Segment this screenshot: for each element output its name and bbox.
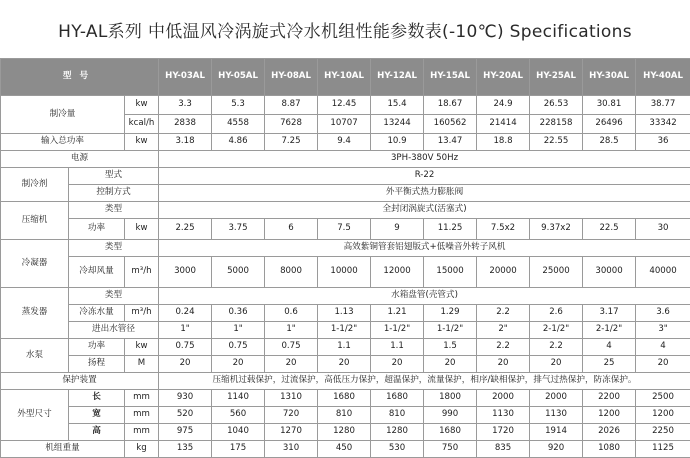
condenser-type-row [1, 240, 690, 257]
value-cell: 1680 [424, 424, 477, 441]
value-cell: 2.2 [477, 339, 530, 356]
value-cell: 12.45 [318, 96, 371, 115]
value-cell: 22.5 [583, 219, 636, 240]
value-cell: 1.21 [371, 305, 424, 322]
evaporator-water-row [1, 305, 690, 322]
value-cell: 2" [477, 322, 530, 339]
value-cell: 1280 [318, 424, 371, 441]
value-cell: 26496 [583, 115, 636, 134]
value-cell: 18.8 [477, 134, 530, 151]
value-cell: 3.75 [212, 219, 265, 240]
unit-cell: mm [125, 390, 159, 407]
value-cell: 1310 [265, 390, 318, 407]
evaporator-pipe-row [1, 322, 690, 339]
value-cell: 2.2 [530, 339, 583, 356]
value-cell: 1040 [212, 424, 265, 441]
value-cell: 2838 [159, 115, 212, 134]
value-cell: 1720 [477, 424, 530, 441]
value-cell: 1.13 [318, 305, 371, 322]
value-cell: 2200 [583, 390, 636, 407]
pump-label: 水泵 [1, 339, 69, 373]
model-name: HY-05AL [212, 59, 265, 96]
compressor-power-label: 功率 [69, 219, 125, 240]
value-cell: 3.3 [159, 96, 212, 115]
value-cell: 560 [212, 407, 265, 424]
value-cell: 4558 [212, 115, 265, 134]
compressor-type-row [1, 202, 690, 219]
value-cell: 310 [265, 441, 318, 458]
value-cell: 20 [530, 356, 583, 373]
value-cell: 20 [318, 356, 371, 373]
refrigerant-label: 制冷剂 [1, 168, 69, 202]
value-cell: 1200 [583, 407, 636, 424]
condenser-air-row [1, 257, 690, 288]
value-cell: 1-1/2" [371, 322, 424, 339]
value-cell: 1-1/2" [318, 322, 371, 339]
refrigerant-control-value: 外平衡式热力膨胀阀 [159, 185, 690, 202]
value-cell: 8.87 [265, 96, 318, 115]
value-cell: 25 [583, 356, 636, 373]
value-cell: 20 [636, 356, 690, 373]
condenser-type-value: 高效紫铜管套铝翅版式+低噪音外转子风机 [159, 240, 690, 257]
value-cell: 8000 [265, 257, 318, 288]
model-name: HY-25AL [530, 59, 583, 96]
value-cell: 975 [159, 424, 212, 441]
model-name: HY-03AL [159, 59, 212, 96]
value-cell: 9 [371, 219, 424, 240]
unit-cell: kw [125, 219, 159, 240]
condenser-air-label: 冷却风量 [69, 257, 125, 288]
condenser-label: 冷凝器 [1, 240, 69, 288]
unit-cell: M [125, 356, 159, 373]
refrigerant-type-value: R-22 [159, 168, 690, 185]
protection-value: 压缩机过载保护，过流保护，高低压力保护，超温保护，流量保护，相序/缺相保护，排气过热保护，防冻保护。 [159, 373, 690, 390]
value-cell: 0.24 [159, 305, 212, 322]
model-name: HY-12AL [371, 59, 424, 96]
value-cell: 1140 [212, 390, 265, 407]
value-cell: 3.6 [636, 305, 690, 322]
value-cell: 10.9 [371, 134, 424, 151]
value-cell: 3" [636, 322, 690, 339]
value-cell: 20 [212, 356, 265, 373]
dimension-height-row [1, 424, 690, 441]
value-cell: 20000 [477, 257, 530, 288]
model-name: HY-30AL [583, 59, 636, 96]
cooling-kw-row [1, 96, 690, 115]
value-cell: 1680 [371, 390, 424, 407]
model-header: 型号 [1, 59, 159, 96]
value-cell: 3000 [159, 257, 212, 288]
spec-table [0, 58, 690, 458]
value-cell: 18.67 [424, 96, 477, 115]
unit-cell: kw [125, 339, 159, 356]
value-cell: 24.9 [477, 96, 530, 115]
unit-cell: kg [125, 441, 159, 458]
value-cell: 1130 [530, 407, 583, 424]
value-cell: 1914 [530, 424, 583, 441]
value-cell: 2000 [530, 390, 583, 407]
value-cell: 36 [636, 134, 690, 151]
value-cell: 25000 [530, 257, 583, 288]
refrigerant-control-label: 控制方式 [69, 185, 159, 202]
page-title: HY-AL系列 中低温风冷涡旋式冷水机组性能参数表(-10℃) Specifications [0, 0, 690, 58]
model-name: HY-08AL [265, 59, 318, 96]
value-cell: 530 [371, 441, 424, 458]
value-cell: 15.4 [371, 96, 424, 115]
value-cell: 1.29 [424, 305, 477, 322]
unit-cell: kw [125, 96, 159, 115]
value-cell: 450 [318, 441, 371, 458]
value-cell: 3.18 [159, 134, 212, 151]
value-cell: 7.25 [265, 134, 318, 151]
value-cell: 160562 [424, 115, 477, 134]
value-cell: 10707 [318, 115, 371, 134]
refrigerant-type-row [1, 168, 690, 185]
value-cell: 20 [371, 356, 424, 373]
value-cell: 720 [265, 407, 318, 424]
dimension-width-row [1, 407, 690, 424]
model-name: HY-40AL [636, 59, 690, 96]
model-name: HY-20AL [477, 59, 530, 96]
refrigerant-type-label: 型式 [69, 168, 159, 185]
value-cell: 1-1/2" [424, 322, 477, 339]
compressor-type-label: 类型 [69, 202, 159, 219]
value-cell: 38.77 [636, 96, 690, 115]
evaporator-label: 蒸发器 [1, 288, 69, 339]
model-name: HY-10AL [318, 59, 371, 96]
value-cell: 2026 [583, 424, 636, 441]
value-cell: 2250 [636, 424, 690, 441]
evaporator-type-row [1, 288, 690, 305]
unit-cell: m³/h [125, 257, 159, 288]
value-cell: 5000 [212, 257, 265, 288]
value-cell: 13.47 [424, 134, 477, 151]
value-cell: 1800 [424, 390, 477, 407]
value-cell: 228158 [530, 115, 583, 134]
value-cell: 3.17 [583, 305, 636, 322]
unit-cell: m³/h [125, 305, 159, 322]
value-cell: 20 [424, 356, 477, 373]
value-cell: 7.5 [318, 219, 371, 240]
dimensions-label: 外型尺寸 [1, 390, 69, 441]
value-cell: 135 [159, 441, 212, 458]
value-cell: 1" [265, 322, 318, 339]
value-cell: 835 [477, 441, 530, 458]
value-cell: 1.5 [424, 339, 477, 356]
value-cell: 2.25 [159, 219, 212, 240]
protection-row [1, 373, 690, 390]
value-cell: 990 [424, 407, 477, 424]
value-cell: 7628 [265, 115, 318, 134]
value-cell: 4.86 [212, 134, 265, 151]
value-cell: 1080 [583, 441, 636, 458]
value-cell: 0.75 [159, 339, 212, 356]
value-cell: 40000 [636, 257, 690, 288]
value-cell: 0.6 [265, 305, 318, 322]
pump-head-row [1, 356, 690, 373]
value-cell: 4 [636, 339, 690, 356]
height-label: 高 [69, 424, 125, 441]
unit-cell: kw [125, 134, 159, 151]
value-cell: 1200 [636, 407, 690, 424]
evaporator-water-label: 冷冻水量 [69, 305, 125, 322]
evaporator-pipe-label: 进出水管径 [69, 322, 159, 339]
value-cell: 920 [530, 441, 583, 458]
value-cell: 0.75 [212, 339, 265, 356]
value-cell: 21414 [477, 115, 530, 134]
dimension-length-row [1, 390, 690, 407]
value-cell: 7.5x2 [477, 219, 530, 240]
refrigerant-control-row [1, 185, 690, 202]
value-cell: 9.4 [318, 134, 371, 151]
value-cell: 30000 [583, 257, 636, 288]
value-cell: 1125 [636, 441, 690, 458]
value-cell: 11.25 [424, 219, 477, 240]
power-supply-value: 3PH-380V 50Hz [159, 151, 690, 168]
value-cell: 20 [477, 356, 530, 373]
value-cell: 1680 [318, 390, 371, 407]
value-cell: 2-1/2" [583, 322, 636, 339]
value-cell: 1" [159, 322, 212, 339]
value-cell: 30 [636, 219, 690, 240]
compressor-power-row [1, 219, 690, 240]
value-cell: 15000 [424, 257, 477, 288]
length-label: 长 [69, 390, 125, 407]
pump-power-row [1, 339, 690, 356]
value-cell: 1.1 [371, 339, 424, 356]
value-cell: 1130 [477, 407, 530, 424]
value-cell: 520 [159, 407, 212, 424]
unit-cell: kcal/h [125, 115, 159, 134]
condenser-type-label: 类型 [69, 240, 159, 257]
value-cell: 175 [212, 441, 265, 458]
value-cell: 6 [265, 219, 318, 240]
value-cell: 28.5 [583, 134, 636, 151]
weight-row [1, 441, 690, 458]
evaporator-type-value: 水箱盘管(壳管式) [159, 288, 690, 305]
value-cell: 810 [318, 407, 371, 424]
unit-cell: mm [125, 407, 159, 424]
value-cell: 20 [159, 356, 212, 373]
value-cell: 13244 [371, 115, 424, 134]
value-cell: 0.75 [265, 339, 318, 356]
value-cell: 810 [371, 407, 424, 424]
value-cell: 2.6 [530, 305, 583, 322]
value-cell: 1" [212, 322, 265, 339]
pump-head-label: 扬程 [69, 356, 125, 373]
cooling-label: 制冷量 [1, 96, 125, 134]
unit-cell: mm [125, 424, 159, 441]
pump-power-label: 功率 [69, 339, 125, 356]
value-cell: 750 [424, 441, 477, 458]
value-cell: 5.3 [212, 96, 265, 115]
value-cell: 22.55 [530, 134, 583, 151]
value-cell: 2000 [477, 390, 530, 407]
value-cell: 1280 [371, 424, 424, 441]
value-cell: 9.37x2 [530, 219, 583, 240]
value-cell: 1.1 [318, 339, 371, 356]
width-label: 宽 [69, 407, 125, 424]
value-cell: 10000 [318, 257, 371, 288]
value-cell: 30.81 [583, 96, 636, 115]
power-input-label: 输入总功率 [1, 134, 125, 151]
value-cell: 20 [265, 356, 318, 373]
value-cell: 2.2 [477, 305, 530, 322]
value-cell: 12000 [371, 257, 424, 288]
value-cell: 4 [583, 339, 636, 356]
model-name: HY-15AL [424, 59, 477, 96]
power-supply-row [1, 151, 690, 168]
compressor-label: 压缩机 [1, 202, 69, 240]
value-cell: 2500 [636, 390, 690, 407]
value-cell: 1270 [265, 424, 318, 441]
value-cell: 0.36 [212, 305, 265, 322]
weight-label: 机组重量 [1, 441, 125, 458]
power-supply-label: 电源 [1, 151, 159, 168]
header-row [1, 59, 690, 96]
value-cell: 2-1/2" [530, 322, 583, 339]
evaporator-type-label: 类型 [69, 288, 159, 305]
value-cell: 33342 [636, 115, 690, 134]
value-cell: 26.53 [530, 96, 583, 115]
compressor-type-value: 全封闭涡旋式(活塞式) [159, 202, 690, 219]
protection-label: 保护装置 [1, 373, 159, 390]
power-input-row [1, 134, 690, 151]
value-cell: 930 [159, 390, 212, 407]
